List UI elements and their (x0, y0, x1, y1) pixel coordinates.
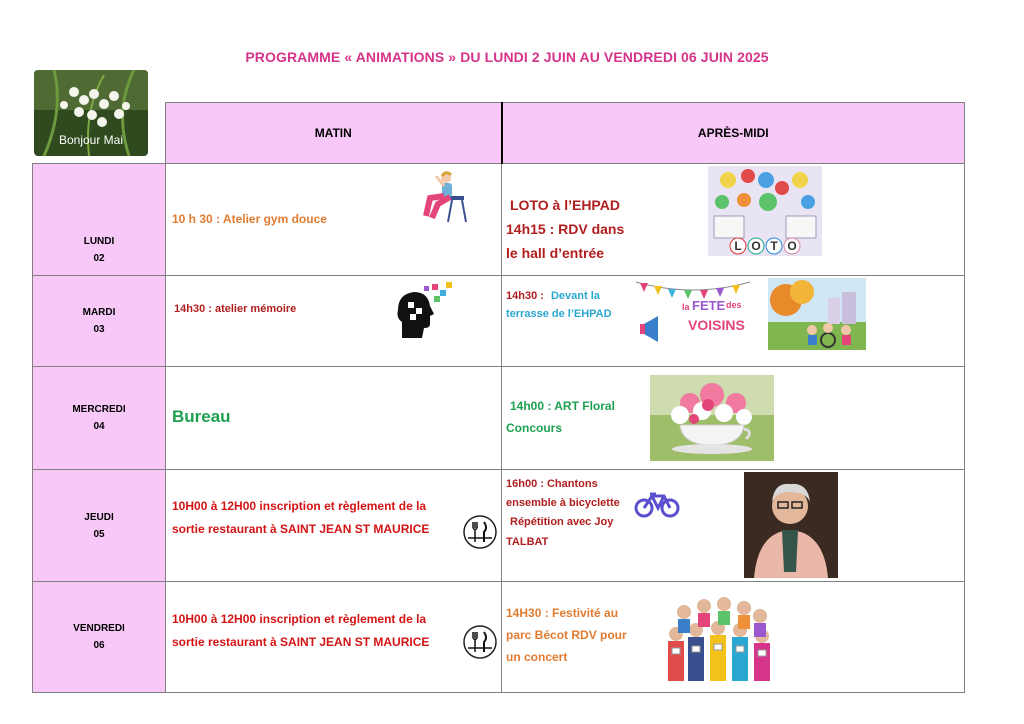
fete-word: FETE (692, 298, 726, 313)
activity-place: le hall d’entrée (506, 245, 605, 261)
loto-letter: L (734, 239, 742, 253)
fete-word: VOISINS (688, 317, 745, 333)
cell-mardi-apres-midi (502, 276, 965, 367)
restaurant-cutlery-icon (462, 624, 498, 660)
neighbors-party-illustration (768, 278, 866, 350)
activity-line: 16h00 : Chantons (506, 478, 598, 490)
cell-jeudi-matin (166, 470, 502, 582)
cell-mercredi-matin (166, 367, 502, 470)
cell-vendredi-matin (166, 582, 502, 693)
floral-teacup-image (650, 375, 774, 461)
empty-corner (33, 103, 166, 164)
activity-text: 14h30 : atelier mémoire (174, 303, 297, 315)
cell-lundi-matin (166, 164, 502, 276)
activity-line: 14H30 : Festivité au (506, 606, 619, 620)
cell-mercredi-apres-midi (502, 367, 965, 470)
activity-text: Bureau (172, 407, 231, 426)
activity-line: sortie restaurant à SAINT JEAN ST MAURICE (172, 522, 430, 536)
activity-title: 14h00 : ART Floral (510, 399, 615, 413)
activity-place-line2: terrasse de l’EHPAD (506, 308, 612, 320)
header-matin: MATIN (166, 103, 502, 164)
day-name: MERCREDI (72, 404, 126, 415)
activity-line: sortie restaurant à SAINT JEAN ST MAURICE (172, 635, 430, 649)
bicycle-icon (630, 486, 684, 522)
restaurant-cutlery-icon (462, 514, 498, 550)
schedule-table (32, 102, 965, 693)
fete-word: des (726, 300, 742, 310)
activity-line: un concert (506, 650, 568, 664)
row-mardi (33, 276, 965, 367)
activity-title: LOTO à l’EHPAD (510, 197, 620, 213)
row-vendredi (33, 582, 965, 693)
cell-vendredi-apres-midi (502, 582, 965, 693)
cell-mardi-matin (166, 276, 502, 367)
day-name: MARDI (82, 307, 116, 318)
badge-text: Bonjour Mai (58, 133, 124, 147)
activity-place: Devant la (550, 290, 600, 302)
cell-jeudi-apres-midi (502, 470, 965, 582)
activity-line: parc Bécot RDV pour (506, 628, 627, 642)
activity-time: 14h30 : (506, 290, 544, 302)
activity-subtitle: Concours (506, 421, 563, 435)
day-number: 04 (93, 421, 105, 432)
row-jeudi (33, 470, 965, 582)
day-lundi (33, 164, 166, 276)
header-apres-midi: APRÈS-MIDI (502, 103, 965, 164)
day-jeudi (33, 470, 166, 582)
activity-line: Répétition avec Joy (510, 516, 614, 528)
day-mardi (33, 276, 166, 367)
day-name: VENDREDI (73, 623, 125, 634)
loto-letter: O (787, 239, 797, 253)
header-row (33, 103, 965, 164)
loto-letter: T (770, 239, 778, 253)
memory-puzzle-head-icon (394, 280, 454, 340)
row-mercredi (33, 367, 965, 470)
activity-line: ensemble à bicyclette (506, 497, 620, 509)
fete-word: la (682, 302, 690, 312)
cell-lundi-apres-midi (502, 164, 965, 276)
day-vendredi (33, 582, 166, 693)
day-mercredi (33, 367, 166, 470)
singer-portrait-photo (744, 472, 838, 578)
activity-line: 10H00 à 12H00 inscription et règlement de la (172, 499, 427, 513)
gym-woman-icon (418, 170, 474, 226)
day-name: LUNDI (83, 236, 115, 247)
activity-time: 14h15 : RDV dans (506, 221, 625, 237)
activity-line: TALBAT (506, 536, 549, 548)
day-number: 05 (93, 528, 105, 540)
activity-line: 10H00 à 12H00 inscription et règlement de la (172, 612, 427, 626)
loto-image (708, 166, 822, 256)
fete-des-voisins-image (636, 278, 750, 354)
row-lundi (33, 164, 965, 276)
loto-letter: O (751, 239, 761, 253)
activity-text (506, 290, 600, 302)
choir-concert-illustration (664, 588, 774, 684)
day-number: 03 (93, 324, 105, 335)
day-number: 02 (93, 253, 105, 264)
activity-text: 10 h 30 : Atelier gym douce (172, 212, 327, 226)
page-title: PROGRAMME « ANIMATIONS » DU LUNDI 2 JUIN AU VENDREDI 06 JUIN 2025 (245, 49, 769, 65)
day-name: JEUDI (84, 511, 114, 523)
day-number: 06 (93, 640, 105, 651)
